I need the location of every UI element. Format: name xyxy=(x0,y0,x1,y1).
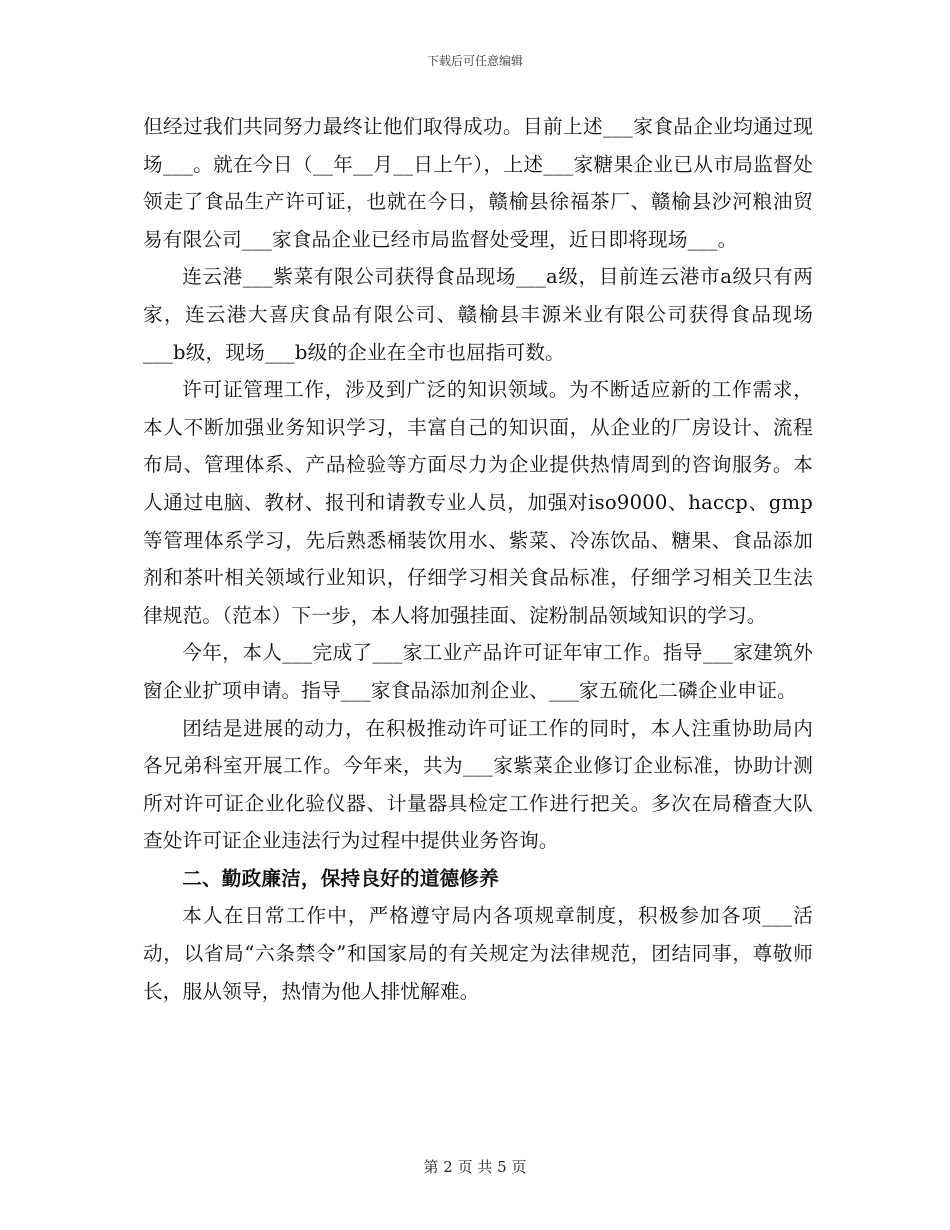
paragraph-teamwork: 团结是进展的动力，在积极推动许可证工作的同时，本人注重协助局内各兄弟科室开展工作。今年来，共为___家紫菜企业修订企业标准，协助计测所对许可证企业化验仪器、计量器具检定工作进行把关。多次在局稽查大队查处许可证企业违法行为过程中提供业务咨询。 xyxy=(143,716,813,853)
paragraph-annual-review: 今年，本人___完成了___家工业产品许可证年审工作。指导___家建筑外窗企业扩项申请。指导___家食品添加剂企业、___家五硫化二磷企业申证。 xyxy=(143,641,813,702)
paragraph-conduct: 本人在日常工作中，严格遵守局内各项规章制度，积极参加各项___活动，以省局“六条禁令”和国家局的有关规定为法律规范，团结同事，尊敬师长，服从领导，热情为他人排忧解难。 xyxy=(143,904,813,1003)
section-heading-integrity: 二、勤政廉洁，保持良好的道德修养 xyxy=(182,866,499,890)
document-body xyxy=(143,108,813,1010)
paragraph-zicai-levels: 连云港___紫菜有限公司获得食品现场___a级，目前连云港市a级只有两家，连云港大喜庆食品有限公司、赣榆县丰源米业有限公司获得食品现场___b级，现场___b级的企业在全市也屈指可数。 xyxy=(143,265,813,364)
page-number: 第 2 页 共 5 页 xyxy=(423,1158,527,1176)
paragraph-continued: 但经过我们共同努力最终让他们取得成功。目前上述___家食品企业均通过现场___。就在今日（__年__月__日上午），上述___家糖果企业已从市局监督处领走了食品生产许可证，也就在今日，赣榆县徐福茶厂、赣榆县沙河粮油贸易有限公司___家食品企业已经市局监督处受理，近日即将现场___。 xyxy=(143,115,813,251)
page-header: 下载后可任意编辑 xyxy=(426,54,523,68)
paragraph-knowledge-study: 许可证管理工作，涉及到广泛的知识领域。为不断适应新的工作需求，本人不断加强业务知识学习，丰富自己的知识面，从企业的厂房设计、流程布局、管理体系、产品检验等方面尽力为企业提供热情周到的咨询服务。本人通过电脑、教材、报刊和请教专业人员，加强对iso9000、haccp、gmp等管理体系学习，先后熟悉桶装饮用水、紫菜、冷冻饮品、糖果、食品添加剂和茶叶相关领域行业知识，仔细学习相关食品标准，仔细学习相关卫生法律规范。（范本）下一步，本人将加强挂面、淀粉制品领域知识的学习。 xyxy=(143,378,813,627)
